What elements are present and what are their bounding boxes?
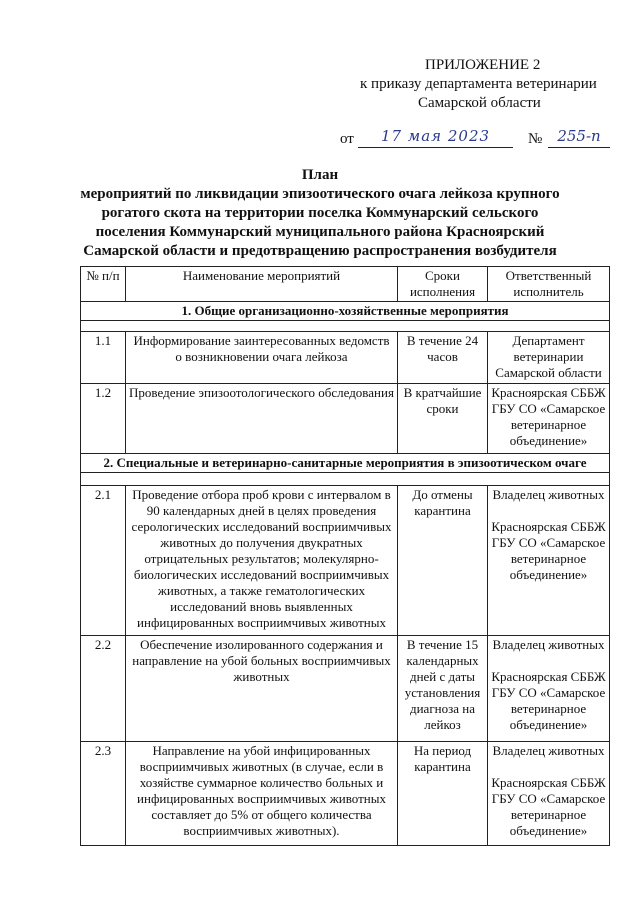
section-title: 1. Общие организационно-хозяйственные мероприятия xyxy=(81,302,610,321)
measures-table xyxy=(80,266,610,846)
table-row xyxy=(81,486,610,636)
row-name: Направление на убой инфицированных восприимчивых животных (в случае, если в хозяйстве суммарное количество больных и инфицированных восприимчивых животных составляет до 5% от общего количества восприимчивых животных). xyxy=(126,742,398,846)
row-term: До отмены карантина xyxy=(398,486,488,636)
plan-title-line5: Самарской области и предотвращению распространения возбудителя xyxy=(83,243,557,259)
row-num: 1.2 xyxy=(81,384,126,454)
row-owner xyxy=(488,742,610,846)
row-owner-primary: Владелец животных xyxy=(492,743,605,758)
row-owner-secondary: Красноярская СББЖ ГБУ СО «Самарское ветеринарное объединение» xyxy=(491,519,606,582)
owner-spacer xyxy=(491,653,606,669)
row-num: 2.3 xyxy=(81,742,126,846)
spacer-row xyxy=(81,473,610,486)
owner-spacer xyxy=(491,759,606,775)
row-owner-primary: Владелец животных xyxy=(492,487,605,502)
table-row xyxy=(81,384,610,454)
plan-title-line2: мероприятий по ликвидации эпизоотического очага лейкоза крупного xyxy=(80,186,560,202)
row-name: Проведение эпизоотологического обследования xyxy=(126,384,398,454)
row-num: 2.1 xyxy=(81,486,126,636)
plan-title-line3: рогатого скота на территории поселка Коммунарский сельского xyxy=(101,205,539,221)
header-term: Сроки исполнения xyxy=(398,267,488,302)
row-name: Обеспечение изолированного содержания и направление на убой больных восприимчивых животных xyxy=(126,636,398,742)
order-date-handwritten: 17 мая 2023 xyxy=(358,127,513,148)
row-term: На период карантина xyxy=(398,742,488,846)
table-header-row xyxy=(81,267,610,302)
row-num: 1.1 xyxy=(81,332,126,384)
appendix-title: ПРИЛОЖЕНИЕ 2 xyxy=(425,57,541,73)
row-owner: Красноярская СББЖ ГБУ СО «Самарское ветеринарное объединение» xyxy=(488,384,610,454)
section-row xyxy=(81,302,610,321)
row-owner-secondary: Красноярская СББЖ ГБУ СО «Самарское ветеринарное объединение» xyxy=(491,669,606,732)
spacer-cell xyxy=(81,321,610,332)
row-term: В кратчайшие сроки xyxy=(398,384,488,454)
row-term: В течение 24 часов xyxy=(398,332,488,384)
row-name: Проведение отбора проб крови с интервалом в 90 календарных дней в целях проведения серологических исследований восприимчивых животных до получения двукратных отрицательных результатов; молекулярно-биологических исследований восприимчивых животных, а также гематологических исследований вновь выявленных инфицированных восприимчивых животных xyxy=(126,486,398,636)
table-row xyxy=(81,742,610,846)
order-from-label: от xyxy=(340,131,354,147)
row-owner-secondary: Красноярская СББЖ ГБУ СО «Самарское ветеринарное объединение» xyxy=(491,775,606,838)
plan-title-line4: поселения Коммунарский муниципального района Красноярский xyxy=(95,224,545,240)
appendix-header xyxy=(330,56,620,113)
row-owner xyxy=(488,486,610,636)
order-number-label: № xyxy=(528,131,543,147)
owner-spacer xyxy=(491,503,606,519)
spacer-cell xyxy=(81,473,610,486)
header-owner: Ответственный исполнитель xyxy=(488,267,610,302)
plan-title xyxy=(80,166,560,261)
spacer-row xyxy=(81,321,610,332)
row-name: Информирование заинтересованных ведомств о возникновении очага лейкоза xyxy=(126,332,398,384)
appendix-region: Самарской области xyxy=(418,95,541,111)
header-name: Наименование мероприятий xyxy=(126,267,398,302)
order-number-handwritten: 255-п xyxy=(548,127,610,148)
table-row xyxy=(81,636,610,742)
header-num: № п/п xyxy=(81,267,126,302)
row-owner-primary: Владелец животных xyxy=(492,637,605,652)
section-row xyxy=(81,454,610,473)
appendix-order-ref: к приказу департамента ветеринарии xyxy=(360,76,597,92)
row-owner xyxy=(488,636,610,742)
row-num: 2.2 xyxy=(81,636,126,742)
row-owner: Департамент ветеринарии Самарской области xyxy=(488,332,610,384)
plan-title-line1: План xyxy=(301,167,339,183)
row-term: В течение 15 календарных дней с даты установления диагноза на лейкоз xyxy=(398,636,488,742)
table-row xyxy=(81,332,610,384)
order-line xyxy=(340,127,610,151)
section-title: 2. Специальные и ветеринарно-санитарные мероприятия в эпизоотическом очаге xyxy=(81,454,610,473)
